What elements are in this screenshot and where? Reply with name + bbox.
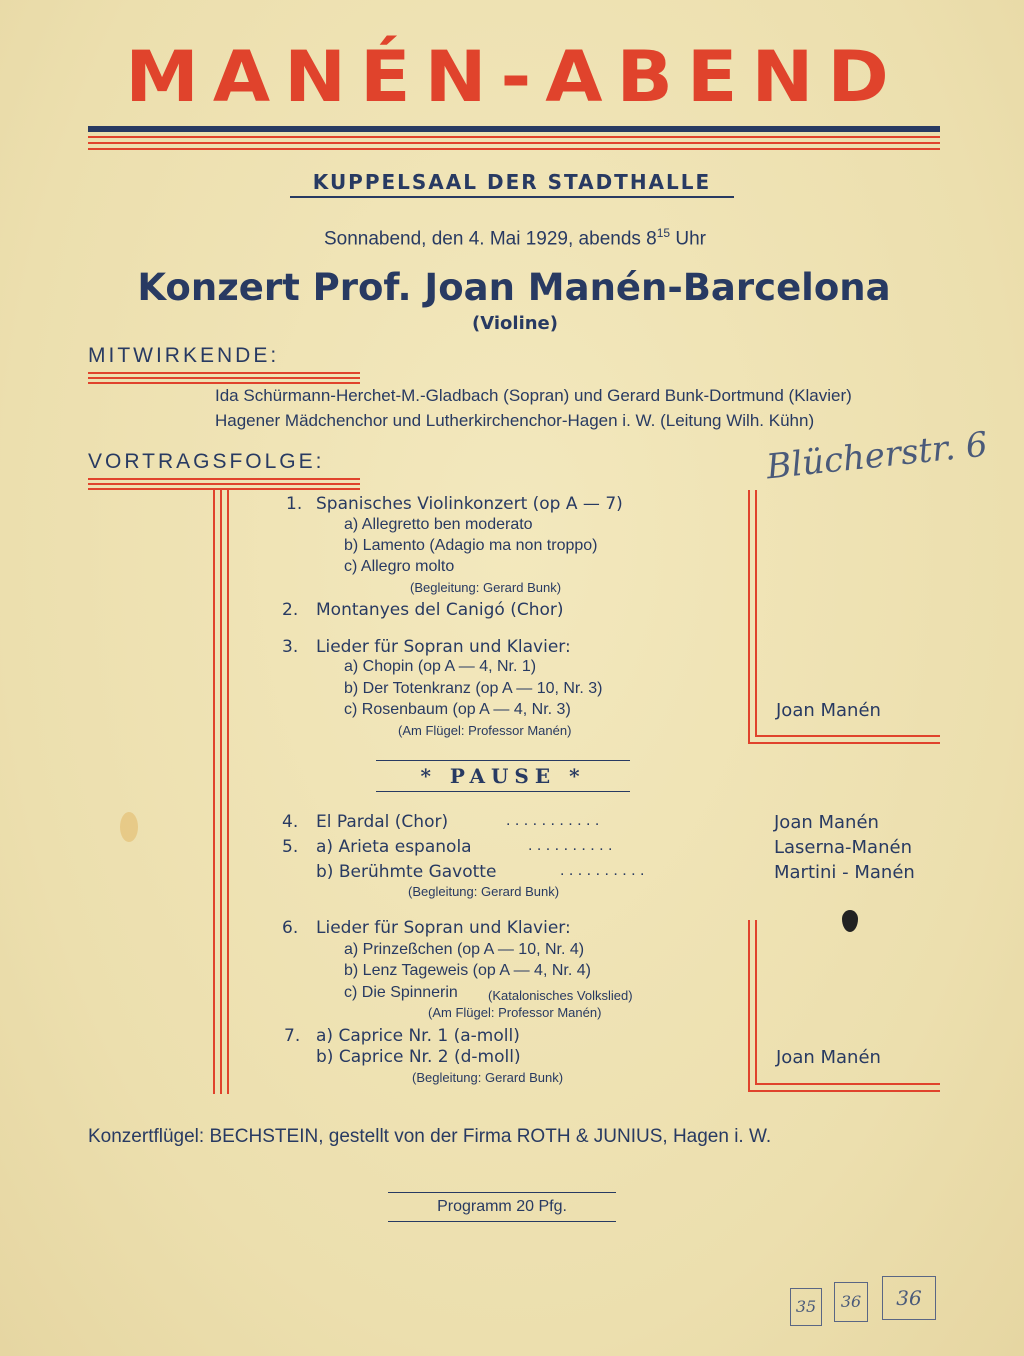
right-bracket-1-base-2 (755, 735, 940, 737)
right-bracket-2-bar-1 (748, 920, 750, 1092)
item-3-note: (Am Flügel: Professor Manén) (398, 723, 572, 738)
item-6-number: 6. (282, 918, 299, 938)
item-7-note: (Begleitung: Gerard Bunk) (412, 1070, 564, 1085)
right-bracket-1-bar-2 (755, 490, 757, 737)
mitwirkende-rule-2 (88, 377, 360, 379)
item-6-sub-a: a) Prinzeßchen (op A — 10, Nr. 4) (344, 941, 585, 958)
item-6-sub-b: b) Lenz Tageweis (op A — 4, Nr. 4) (344, 962, 591, 979)
left-bar-1 (213, 490, 215, 1094)
date-text: Sonnabend, den 4. Mai 1929, abends 8 (323, 228, 657, 250)
handwritten-address: Blücherstr. 6 (764, 424, 990, 488)
item-4-number: 4. (282, 812, 299, 832)
item-4-title: El Pardal (Chor) (316, 812, 449, 832)
right-bracket-2-bar-2 (755, 920, 757, 1085)
left-bar-2 (220, 490, 222, 1094)
item-3-title: Lieder für Sopran und Klavier: (316, 637, 571, 657)
item-1-note: (Begleitung: Gerard Bunk) (410, 580, 562, 595)
item-6-note: (Am Flügel: Professor Manén) (428, 1005, 602, 1020)
item-7-caprice-1: a) Caprice Nr. 1 (a-moll) (316, 1026, 520, 1046)
item-4-leader-dots: . . . . . . . . . . . (506, 812, 600, 829)
stain-spot (120, 812, 138, 842)
item-5a-composer: Laserna-Manén (774, 837, 912, 858)
composer-block-2: Joan Manén (776, 1047, 881, 1068)
item-1-sub-b: b) Lamento (Adagio ma non troppo) (344, 537, 598, 554)
item-4-composer: Joan Manén (774, 812, 879, 833)
item-3-number: 3. (282, 637, 299, 657)
instrument-label: (Violine) (472, 313, 558, 334)
mitwirkende-label: MITWIRKENDE: (88, 344, 280, 367)
item-5b-leader-dots: . . . . . . . . . . (560, 862, 645, 879)
item-5b-composer: Martini - Manén (774, 862, 915, 883)
performers-line-2: Hagener Mädchenchor und Lutherkirchenchor-Hagen i. W. (Leitung Wilh. Kühn) (215, 411, 815, 430)
vortragsfolge-label: VORTRAGSFOLGE: (88, 450, 325, 473)
title-rule-red-1 (88, 136, 940, 138)
item-5a-leader-dots: . . . . . . . . . . (528, 837, 613, 854)
right-bracket-1-base-1 (748, 742, 940, 744)
item-3-sub-b: b) Der Totenkranz (op A — 10, Nr. 3) (344, 680, 603, 697)
item-3-sub-c: c) Rosenbaum (op A — 4, Nr. 3) (344, 701, 571, 718)
vortragsfolge-rule-3 (88, 488, 360, 490)
item-1-number: 1. (286, 494, 303, 514)
item-5b-title: b) Berühmte Gavotte (316, 862, 497, 882)
item-6-sub-c-note: (Katalonisches Volkslied) (488, 988, 633, 1003)
item-5a-title: a) Arieta espanola (316, 837, 472, 857)
item-6-sub-c: c) Die Spinnerin (344, 984, 458, 1001)
venue-heading: KUPPELSAAL DER STADTHALLE (290, 170, 734, 198)
concert-date (260, 226, 770, 250)
title-rule-red-2 (88, 142, 940, 144)
mitwirkende-rule-1 (88, 372, 360, 374)
mitwirkende-rule-3 (88, 382, 360, 384)
program-price: Programm 20 Pfg. (388, 1192, 616, 1222)
left-bar-3 (227, 490, 229, 1094)
item-6-title: Lieder für Sopran und Klavier: (316, 918, 571, 938)
item-2-title: Montanyes del Canigó (Chor) (316, 600, 564, 620)
poster-title: MANÉN-ABEND (125, 36, 903, 118)
item-1-title: Spanisches Violinkonzert (op A — 7) (316, 494, 623, 514)
item-2-number: 2. (282, 600, 299, 620)
vortragsfolge-rule-1 (88, 478, 360, 480)
right-bracket-1-bar-1 (748, 490, 750, 744)
item-3-sub-a: a) Chopin (op A — 4, Nr. 1) (344, 658, 537, 675)
title-rule-red-3 (88, 148, 940, 150)
item-7-caprice-2: b) Caprice Nr. 2 (d-moll) (316, 1047, 521, 1067)
stamp-number-2: 36 (834, 1282, 868, 1322)
right-bracket-2-base-1 (748, 1090, 940, 1092)
item-7-number: 7. (284, 1026, 301, 1046)
concert-title: Konzert Prof. Joan Manén-Barcelona (137, 266, 891, 309)
item-1-sub-a: a) Allegretto ben moderato (344, 516, 533, 533)
piano-credit: Konzertflügel: BECHSTEIN, gestellt von der Firma ROTH & JUNIUS, Hagen i. W. (88, 1126, 772, 1147)
stamp-number-1: 35 (790, 1288, 822, 1326)
pause-heading: * PAUSE * (376, 760, 630, 792)
date-suffix: Uhr (670, 228, 707, 250)
title-rule-thick (88, 126, 940, 132)
item-5-number: 5. (282, 837, 299, 857)
performers-line-1: Ida Schürmann-Herchet-M.-Gladbach (Sopran) und Gerard Bunk-Dortmund (Klavier) (215, 386, 852, 405)
stamp-number-3: 36 (882, 1276, 936, 1320)
item-5-note: (Begleitung: Gerard Bunk) (408, 884, 560, 899)
composer-block-1: Joan Manén (776, 700, 881, 721)
right-bracket-2-base-2 (755, 1083, 940, 1085)
date-time-superscript: 15 (656, 226, 671, 240)
item-1-sub-c: c) Allegro molto (344, 558, 455, 575)
vortragsfolge-rule-2 (88, 483, 360, 485)
